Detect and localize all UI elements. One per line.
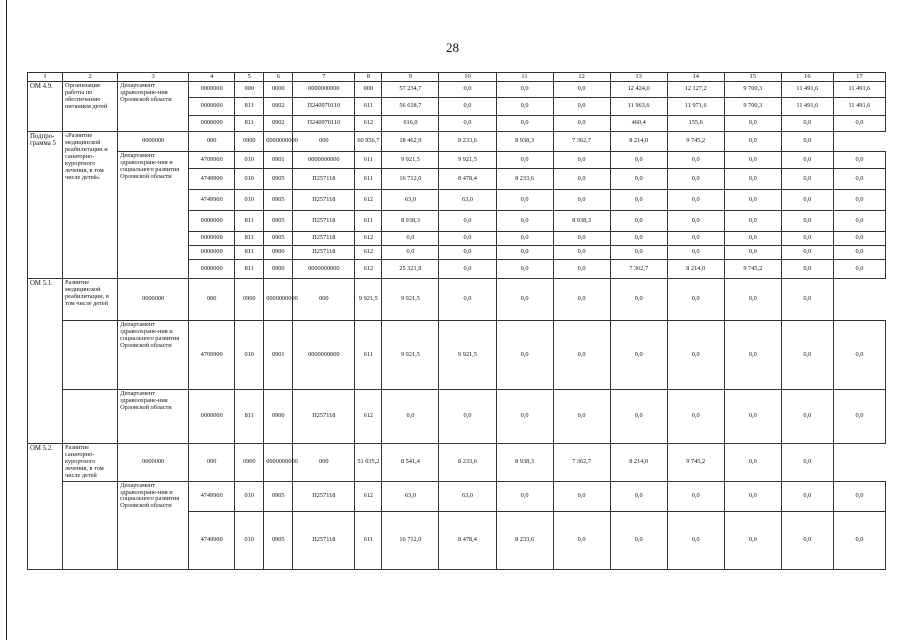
value-cell: П257118 [293,390,355,444]
value-cell: 4749900 [189,190,235,211]
row-code: ОМ 5.1. [28,279,63,444]
value-cell: 611 [355,169,382,190]
value-cell: 0,0 [833,321,885,390]
table-row [28,132,886,152]
value-cell: 16 712,0 [382,169,439,190]
value-cell: 0902 [264,98,293,116]
value-cell: 0,0 [610,246,667,260]
value-cell: 0,0 [781,246,833,260]
value-cell: 4749900 [189,169,235,190]
col-header: 2 [63,73,118,82]
value-cell: 000 [355,82,382,98]
row-code: Подпро-грамма 5 [28,132,63,279]
value-cell: 0,0 [496,116,553,132]
value-cell: 0905 [264,169,293,190]
value-cell: 611 [355,152,382,169]
col-header: 7 [293,73,355,82]
value-cell: П257118 [293,232,355,246]
value-cell: 7 362,7 [553,444,610,482]
value-cell: 0,0 [781,279,833,321]
value-cell: 000 [189,279,235,321]
value-cell: 0,0 [724,321,781,390]
value-cell: 611 [355,511,382,569]
col-header: 16 [781,73,833,82]
value-cell: 8 233,6 [496,169,553,190]
value-cell: 0000000 [189,82,235,98]
value-cell: 0,0 [610,511,667,569]
value-cell: 8 214,0 [667,260,724,279]
col-header: 13 [610,73,667,82]
value-cell: 0,0 [833,190,885,211]
value-cell: 612 [355,481,382,511]
value-cell: 0,0 [667,511,724,569]
value-cell: 0900 [264,246,293,260]
value-cell: 0,0 [553,152,610,169]
col-header: 14 [667,73,724,82]
value-cell: 0,0 [382,232,439,246]
value-cell: 0,0 [610,190,667,211]
value-cell: 11 971,6 [667,98,724,116]
row-department: Департамент здравоохране-ния и социального развития Орловской области [118,481,189,569]
value-cell: 0900 [235,279,264,321]
value-cell: 9 921,5 [439,152,496,169]
header-row [28,73,886,82]
value-cell: П240970110 [293,98,355,116]
value-cell: 8 478,4 [439,169,496,190]
value-cell: 0,0 [781,511,833,569]
value-cell: 0900 [235,444,264,482]
col-header: 5 [235,73,264,82]
value-cell: 0,0 [553,511,610,569]
value-cell: 155,6 [667,116,724,132]
value-cell: 0,0 [724,232,781,246]
value-cell: 0,0 [553,246,610,260]
value-cell: 0,0 [724,511,781,569]
value-cell: 0,0 [553,190,610,211]
value-cell: 0,0 [833,116,885,132]
value-cell: 612 [355,232,382,246]
value-cell: 0,0 [382,390,439,444]
value-cell: П257118 [293,190,355,211]
value-cell: 8 938,3 [496,444,553,482]
value-cell: 0,0 [724,116,781,132]
value-cell: 0,0 [439,211,496,232]
value-cell: 0,0 [439,246,496,260]
value-cell: 9 921,5 [382,279,439,321]
value-cell: 0,0 [496,82,553,98]
value-cell: 0,0 [781,132,833,152]
value-cell: 0900 [235,132,264,152]
col-header: 12 [553,73,610,82]
value-cell: 0000 [264,82,293,98]
value-cell: 0,0 [667,190,724,211]
value-cell: 010 [235,321,264,390]
value-cell: 8 233,6 [439,132,496,152]
value-cell: 0,0 [667,232,724,246]
value-cell: 0000000 [189,211,235,232]
value-cell: 010 [235,481,264,511]
value-cell: 0000000 [118,444,189,482]
value-cell: 0,0 [833,481,885,511]
value-cell: 0902 [264,116,293,132]
value-cell: 9 745,2 [667,132,724,152]
row-department: Департамент здравоохране-ния Орловской области [118,82,189,132]
value-cell: 0,0 [439,390,496,444]
value-cell: 0,0 [610,321,667,390]
table-row [28,152,886,169]
value-cell: 811 [235,232,264,246]
value-cell: 0000000 [189,116,235,132]
value-cell: 010 [235,152,264,169]
value-cell: 0,0 [553,82,610,98]
value-cell: 010 [235,511,264,569]
col-header: 10 [439,73,496,82]
value-cell: 811 [235,260,264,279]
value-cell: 9 921,5 [355,279,382,321]
value-cell: 0,0 [553,279,610,321]
page-left-edge [6,0,7,640]
value-cell: 612 [355,260,382,279]
row-name: «Развитие медицинской реабилитации и санаторно-курортного лечения, в том числе детей» [63,132,118,279]
value-cell: 0000000 [118,279,189,321]
value-cell: П257118 [293,246,355,260]
value-cell: 4749900 [189,481,235,511]
row-name [63,481,118,569]
value-cell: 0,0 [496,190,553,211]
value-cell: 8 214,0 [610,444,667,482]
value-cell: 0,0 [724,132,781,152]
value-cell: 612 [355,390,382,444]
value-cell: 010 [235,190,264,211]
value-cell: 4709900 [189,321,235,390]
value-cell: 0905 [264,481,293,511]
value-cell: 0,0 [496,260,553,279]
value-cell: 8 478,4 [439,511,496,569]
row-department: Департамент здравоохране-ния Орловской области [118,390,189,444]
value-cell: 0,0 [781,211,833,232]
value-cell: 0,0 [610,390,667,444]
value-cell: 0,0 [553,169,610,190]
table-row [28,390,886,444]
value-cell: 0000000 [189,232,235,246]
value-cell: 0,0 [496,481,553,511]
value-cell: 811 [235,98,264,116]
row-name: Развитие санаторно-курортного лечения, в том числе детей [63,444,118,482]
value-cell: 460,4 [610,116,667,132]
value-cell: 57 234,7 [382,82,439,98]
value-cell: 0,0 [724,279,781,321]
value-cell: 811 [235,246,264,260]
value-cell: 0,0 [667,152,724,169]
value-cell: 0905 [264,211,293,232]
page-number: 28 [446,40,459,55]
table-row [28,481,886,511]
value-cell: 0,0 [382,246,439,260]
row-name: Организация работы по обеспечению питанием детей [63,82,118,132]
value-cell: 0000000000 [264,444,293,482]
col-header: 9 [382,73,439,82]
value-cell: 0,0 [667,169,724,190]
value-cell: 0,0 [781,169,833,190]
value-cell: 25 321,9 [382,260,439,279]
value-cell: 0,0 [724,211,781,232]
value-cell: 8 233,6 [496,511,553,569]
value-cell: 0,0 [610,152,667,169]
value-cell: П257118 [293,169,355,190]
col-header: 6 [264,73,293,82]
value-cell: 9 700,3 [724,82,781,98]
value-cell: 0,0 [553,390,610,444]
value-cell: 8 938,3 [496,132,553,152]
value-cell: 611 [355,321,382,390]
value-cell: 0,0 [781,232,833,246]
col-header: 8 [355,73,382,82]
table-body [28,73,886,570]
value-cell: П257118 [293,511,355,569]
value-cell: 000 [293,444,355,482]
value-cell: 0,0 [667,481,724,511]
value-cell: 51 035,2 [355,444,382,482]
value-cell: 11 491,6 [781,98,833,116]
value-cell: 616,0 [382,116,439,132]
value-cell: 0000000000 [293,260,355,279]
value-cell: П257118 [293,211,355,232]
value-cell: 000 [189,444,235,482]
value-cell: 0,0 [833,390,885,444]
value-cell: 612 [355,190,382,211]
value-cell: 0,0 [439,232,496,246]
value-cell: 9 921,5 [382,321,439,390]
row-department: Департамент здравоохране-ния и социального развития Орловской области [118,321,189,390]
value-cell: 0,0 [781,260,833,279]
value-cell: 0,0 [781,190,833,211]
value-cell: 0,0 [610,232,667,246]
value-cell: 0,0 [496,152,553,169]
value-cell: 0,0 [781,390,833,444]
value-cell: 0,0 [724,444,781,482]
value-cell: 11 491,6 [833,82,885,98]
value-cell: 0000000000 [264,132,293,152]
budget-table [27,72,886,570]
value-cell: 0,0 [833,232,885,246]
value-cell: 0,0 [496,390,553,444]
value-cell: 0,0 [833,152,885,169]
value-cell: 0,0 [496,211,553,232]
value-cell: 0000000000 [264,279,293,321]
value-cell: 0000000 [189,390,235,444]
value-cell: 16 712,0 [382,511,439,569]
value-cell: 9 921,5 [382,152,439,169]
value-cell: 56 618,7 [382,98,439,116]
table-row [28,321,886,390]
table-row [28,444,886,482]
value-cell: 63,0 [439,190,496,211]
value-cell: 0,0 [724,481,781,511]
value-cell: 0000000 [189,98,235,116]
value-cell: 010 [235,169,264,190]
value-cell: 000 [293,132,355,152]
value-cell: 0,0 [667,246,724,260]
value-cell: 0,0 [833,260,885,279]
value-cell: 0,0 [610,211,667,232]
value-cell: 8 938,3 [382,211,439,232]
value-cell: 0905 [264,232,293,246]
value-cell: 0905 [264,511,293,569]
value-cell: 63,0 [439,481,496,511]
value-cell: 811 [235,390,264,444]
value-cell: 0,0 [781,481,833,511]
value-cell: 0,0 [496,246,553,260]
value-cell: 0,0 [496,321,553,390]
value-cell: 8 541,4 [382,444,439,482]
value-cell: 0,0 [781,321,833,390]
value-cell: 0,0 [439,260,496,279]
value-cell: 0,0 [496,232,553,246]
value-cell: 0,0 [553,116,610,132]
value-cell: 63,0 [382,481,439,511]
value-cell: 18 462,9 [382,132,439,152]
value-cell: 0,0 [439,98,496,116]
value-cell: 12 127,2 [667,82,724,98]
value-cell: 12 424,0 [610,82,667,98]
value-cell: 611 [355,211,382,232]
row-name [63,321,118,390]
value-cell: 0901 [264,152,293,169]
value-cell: 0,0 [553,481,610,511]
value-cell: 0,0 [667,390,724,444]
value-cell: 0901 [264,321,293,390]
value-cell: 0,0 [724,246,781,260]
value-cell: 0000000 [189,260,235,279]
value-cell: 811 [235,211,264,232]
value-cell: 8 214,0 [610,132,667,152]
value-cell: 0000000000 [293,152,355,169]
value-cell: 0,0 [781,116,833,132]
value-cell: 0,0 [781,152,833,169]
value-cell: 9 745,2 [667,444,724,482]
row-name [63,390,118,444]
value-cell: 0900 [264,390,293,444]
row-code: ОМ 4.9. [28,82,63,132]
value-cell: 611 [355,98,382,116]
row-code: ОМ 5.2. [28,444,63,570]
value-cell: 0,0 [833,169,885,190]
col-header: 15 [724,73,781,82]
col-header: 11 [496,73,553,82]
value-cell: 0,0 [496,98,553,116]
value-cell: 0900 [264,260,293,279]
table-row [28,82,886,98]
value-cell: 0000000 [118,132,189,152]
table-row [28,279,886,321]
value-cell: 0,0 [439,116,496,132]
value-cell: П240970110 [293,116,355,132]
value-cell: 0,0 [781,444,833,482]
value-cell: 0,0 [833,211,885,232]
value-cell: 4709900 [189,152,235,169]
value-cell: 0,0 [553,232,610,246]
value-cell: 0,0 [833,511,885,569]
value-cell: 612 [355,116,382,132]
value-cell: 7 362,7 [610,260,667,279]
value-cell: 0,0 [553,260,610,279]
value-cell: 0000000000 [293,321,355,390]
value-cell: 0000000 [189,246,235,260]
value-cell: 11 963,6 [610,98,667,116]
value-cell: 000 [293,279,355,321]
value-cell: 0,0 [724,169,781,190]
value-cell: 60 956,7 [355,132,382,152]
value-cell: 000 [189,132,235,152]
value-cell: 0,0 [439,279,496,321]
row-department: Департамент здравоохране-ния и социального развития Орловской области [118,152,189,279]
value-cell: 811 [235,116,264,132]
value-cell: 9 700,3 [724,98,781,116]
value-cell: 11 491,6 [833,98,885,116]
value-cell: 612 [355,246,382,260]
value-cell: 63,0 [382,190,439,211]
value-cell: 0,0 [610,481,667,511]
value-cell: 0,0 [553,98,610,116]
value-cell: 0,0 [724,390,781,444]
col-header: 4 [189,73,235,82]
value-cell: 0,0 [667,211,724,232]
value-cell: 7 362,7 [553,132,610,152]
value-cell: 9 921,5 [439,321,496,390]
value-cell: П257118 [293,481,355,511]
value-cell: 0,0 [667,321,724,390]
value-cell: 8 938,3 [553,211,610,232]
value-cell: 0000000000 [293,82,355,98]
value-cell: 0,0 [724,190,781,211]
value-cell: 8 233,6 [439,444,496,482]
value-cell: 4749900 [189,511,235,569]
value-cell: 0,0 [667,279,724,321]
value-cell: 0,0 [553,321,610,390]
col-header: 3 [118,73,189,82]
value-cell: 11 491,6 [781,82,833,98]
value-cell: 0,0 [496,279,553,321]
value-cell: 000 [235,82,264,98]
value-cell: 0905 [264,190,293,211]
col-header: 1 [28,73,63,82]
value-cell: 0,0 [724,152,781,169]
value-cell: 0,0 [610,279,667,321]
value-cell: 0,0 [610,169,667,190]
row-name: Развитие медицинской реабилитации, в том числе детей [63,279,118,321]
value-cell: 0,0 [833,246,885,260]
value-cell: 9 745,2 [724,260,781,279]
value-cell: 0,0 [439,82,496,98]
col-header: 17 [833,73,885,82]
